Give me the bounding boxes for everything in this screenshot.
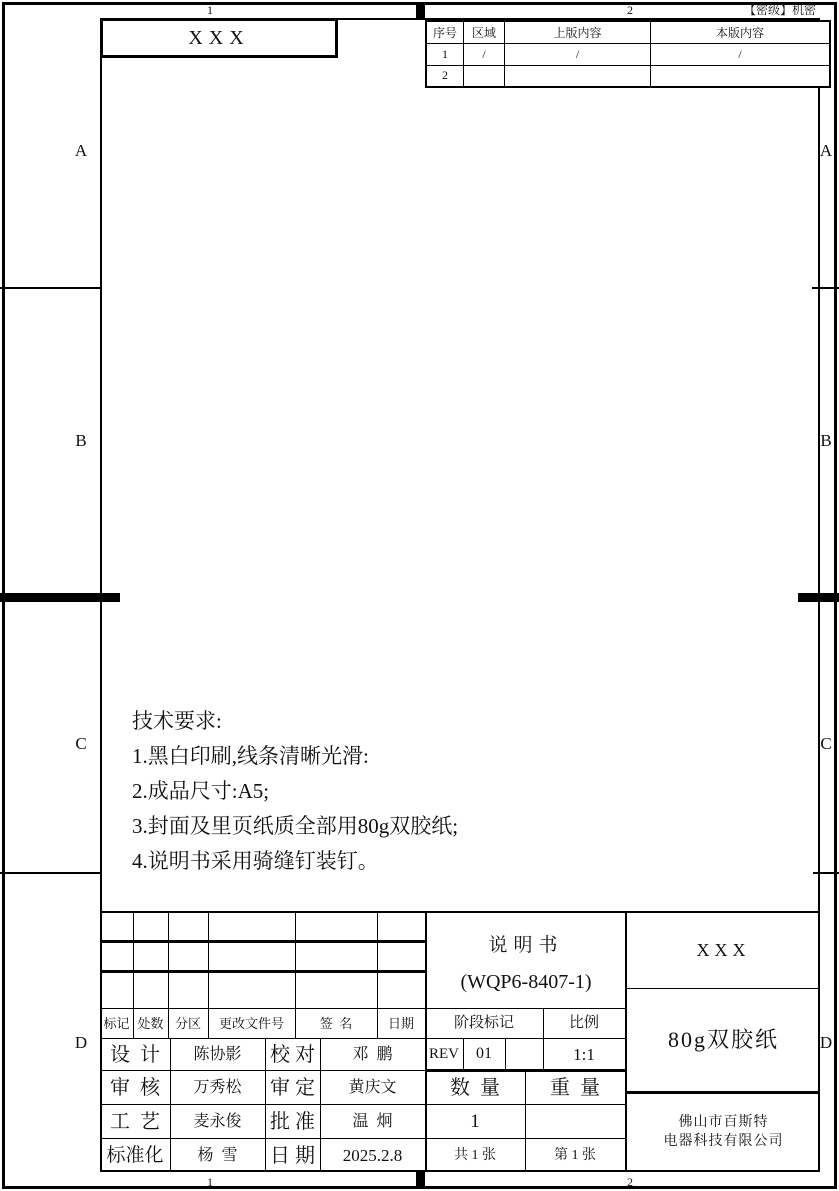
tech-requirement-item: 4.说明书采用骑缝钉装钉。	[132, 849, 379, 873]
zone-label-top-1: 1	[207, 2, 213, 17]
revision-cell	[464, 65, 505, 87]
header-mark: 标记	[103, 1016, 130, 1031]
weight-value	[525, 1105, 625, 1138]
scale-label: 比例	[568, 1015, 599, 1031]
zone-label-bottom-2: 2	[627, 1174, 633, 1189]
grid-line	[625, 1091, 820, 1094]
company-name-line2: 电器科技有限公司	[663, 1134, 784, 1149]
tech-requirement-item: 3.封面及里页纸质全部用80g双胶纸;	[132, 814, 459, 838]
quantity-value: 1	[470, 1111, 480, 1132]
center-mark-top	[416, 2, 425, 18]
revision-cell: 2	[426, 65, 464, 87]
weight-label: 重 量	[550, 1077, 600, 1099]
standardization-name: 杨 雪	[197, 1146, 238, 1164]
date-value: 2025.2.8	[342, 1146, 403, 1165]
revision-cell	[651, 65, 831, 87]
zone-divider-left-cd	[0, 872, 100, 874]
center-mark-right	[798, 593, 839, 602]
proofread-label: 校 对	[270, 1043, 315, 1066]
header-change-file-no: 更改文件号	[218, 1016, 284, 1031]
center-mark-bottom	[416, 1172, 425, 1189]
revision-cell: /	[464, 43, 505, 65]
designer-name: 陈协影	[193, 1045, 242, 1063]
zone-divider-right-cd	[813, 872, 839, 874]
approve-name: 温 炯	[352, 1112, 393, 1130]
sheet-total: 共 1 张	[454, 1147, 496, 1163]
product-name: XXX	[696, 940, 751, 960]
revision-header-area: 区域	[464, 21, 505, 43]
zone-label-top-2: 2	[627, 2, 633, 17]
company-name	[627, 1102, 820, 1162]
revision-header-prev: 上版内容	[505, 21, 651, 43]
rev-value: 01	[476, 1045, 492, 1062]
tech-requirements	[132, 704, 458, 879]
zone-label-left-c: C	[75, 733, 87, 753]
zone-label-bottom-1: 1	[207, 1174, 213, 1189]
process-name: 麦永俊	[193, 1112, 242, 1130]
doc-number: (WQP6-8407-1)	[460, 971, 592, 993]
review-label: 审 核	[110, 1076, 160, 1099]
date-label: 日 期	[270, 1144, 315, 1167]
tech-requirement-item: 1.黑白印刷,线条清晰光滑:	[132, 744, 369, 768]
scale-value: 1:1	[573, 1044, 595, 1064]
material-spec: 80g双胶纸	[667, 1027, 779, 1052]
zone-divider-left-ab	[0, 287, 100, 289]
header-date: 日期	[387, 1016, 414, 1031]
revision-cell: 1	[426, 43, 464, 65]
doc-title: 说明书	[488, 934, 564, 956]
zone-label-left-d: D	[74, 1032, 88, 1052]
revision-cell: /	[505, 43, 651, 65]
grid-line	[505, 1038, 506, 1070]
zone-label-right-a: A	[819, 140, 833, 160]
center-mark-left	[0, 593, 120, 602]
sheet-number: 第 1 张	[554, 1147, 596, 1163]
zone-label-left-b: B	[75, 430, 87, 450]
quantity-label: 数 量	[450, 1077, 500, 1099]
revision-header-current: 本版内容	[651, 21, 831, 43]
header-count: 处数	[137, 1016, 164, 1031]
rev-label: REV	[429, 1045, 459, 1062]
revision-header-no: 序号	[426, 21, 464, 43]
process-label: 工 艺	[110, 1110, 160, 1133]
approver-name: 黄庆文	[348, 1078, 397, 1096]
zone-divider-right-ab	[812, 287, 839, 289]
tech-requirement-item: 2.成品尺寸:A5;	[132, 779, 270, 803]
company-name-line1: 佛山市百斯特	[678, 1115, 769, 1130]
security-label: 【密级】机密	[743, 2, 816, 17]
design-label: 设 计	[110, 1043, 160, 1066]
zone-label-right-c: C	[820, 733, 832, 753]
revision-cell: /	[651, 43, 831, 65]
approval-label: 审 定	[270, 1076, 315, 1099]
revision-table	[425, 20, 831, 88]
standardization-label: 标准化	[106, 1145, 164, 1166]
zone-label-left-a: A	[74, 140, 88, 160]
zone-label-right-d: D	[819, 1032, 833, 1052]
header-signature: 签 名	[319, 1016, 353, 1031]
reviewer-name: 万秀松	[193, 1078, 242, 1096]
grid-line	[625, 988, 820, 989]
approve-label: 批 准	[270, 1110, 315, 1133]
proofreader-name: 邓 鹏	[352, 1045, 393, 1063]
tech-requirements-title: 技术要求:	[132, 709, 222, 733]
header-zone: 分区	[174, 1016, 201, 1031]
zone-label-right-b: B	[820, 430, 832, 450]
revision-cell	[505, 65, 651, 87]
stage-mark-label: 阶段标记	[453, 1015, 514, 1031]
title-box-label: XXX	[188, 27, 250, 49]
